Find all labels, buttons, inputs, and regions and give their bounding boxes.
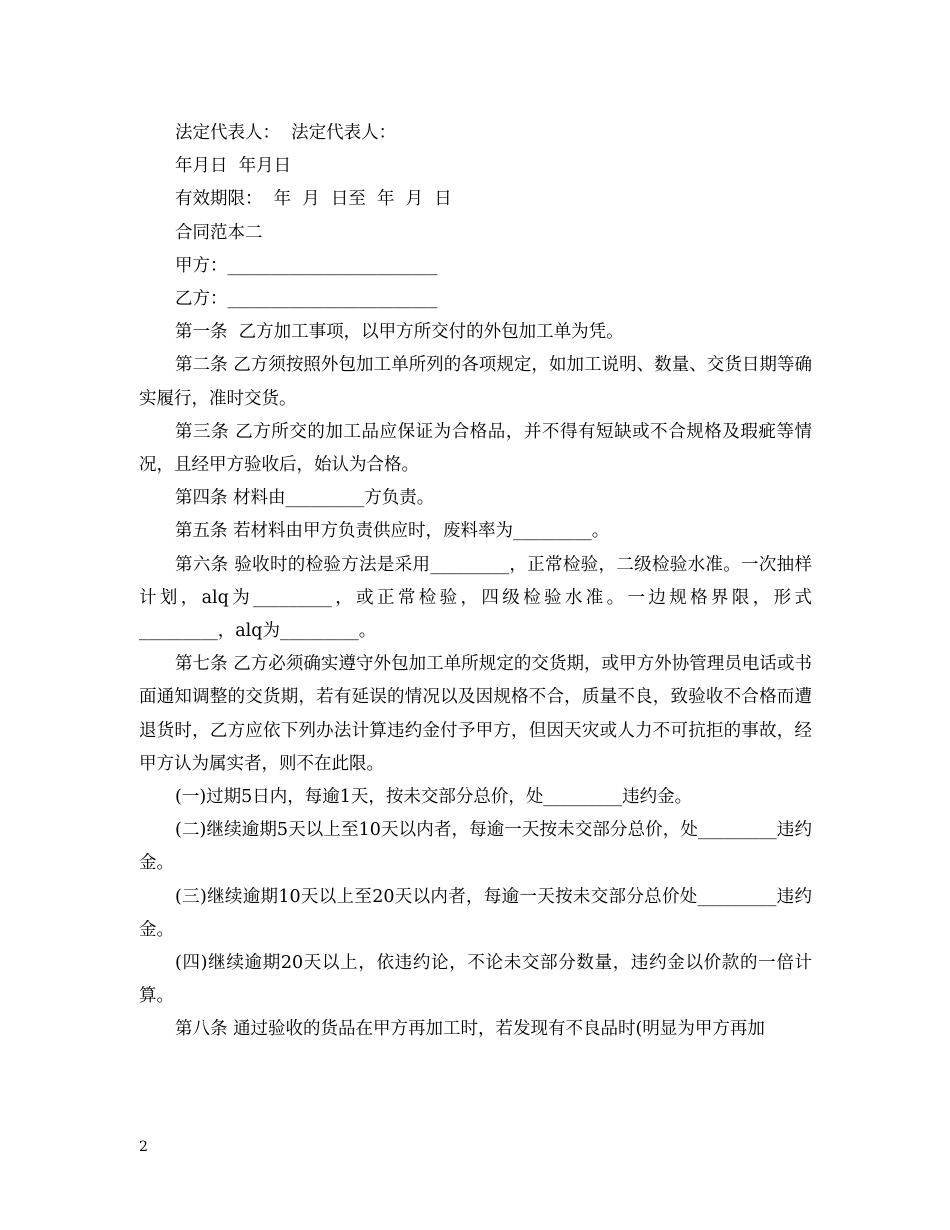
penalty-clause-4: (四)继续逾期20天以上，依违约论，不论未交部分数量，违约金以价款的一倍计算。 bbox=[139, 953, 812, 1007]
article-4: 第四条 材料由_________方负责。 bbox=[175, 488, 435, 509]
signature-line: 法定代表人： 法定代表人： bbox=[175, 123, 397, 143]
article-8: 第八条 通过验收的货品在甲方再加工时，若发现有不良品时(明显为甲方再加 bbox=[175, 1019, 765, 1040]
party-a-line: 甲方：________________________ bbox=[175, 255, 438, 276]
document-body bbox=[139, 117, 812, 1047]
penalty-clause-1: (一)过期5日内，每逾1天，按未交部分总价，处_________违约金。 bbox=[175, 787, 693, 808]
article-7: 第七条 乙方必须确实遵守外包加工单所规定的交货期，或甲方外协管理员电话或书面通知调整的交货期，若有延误的情况以及因规格不合，质量不良，致验收不合格而遭退货时，乙方应依下列办法计算违约金付予甲方，但因天灾或人力不可抗拒的事故，经甲方认为属实者，则不在此限。 bbox=[139, 654, 812, 774]
article-5: 第五条 若材料由甲方负责供应时，废料率为_________。 bbox=[175, 521, 610, 542]
article-6: 第六条 验收时的检验方法是采用_________，正常检验，二级检验水准。一次抽样计划，alq为_________，或正常检验，四级检验水准。一边规格界限，形式_________，alq为_________。 bbox=[139, 554, 812, 642]
penalty-clause-2: (二)继续逾期5天以上至10天以内者，每逾一天按未交部分总价，处_________违约金。 bbox=[139, 820, 812, 874]
article-1: 第一条 乙方加工事项，以甲方所交付的外包加工单为凭。 bbox=[175, 322, 624, 343]
article-2: 第二条 乙方须按照外包加工单所列的各项规定，如加工说明、数量、交货日期等确实履行，准时交货。 bbox=[139, 355, 812, 409]
validity-period-line: 有效期限： 年 月 日至 年 月 日 bbox=[175, 189, 452, 210]
party-b-line: 乙方：________________________ bbox=[175, 289, 438, 310]
page-number: 2 bbox=[139, 1139, 148, 1155]
date-line: 年月日 年月日 bbox=[175, 156, 292, 177]
penalty-clause-3: (三)继续逾期10天以上至20天以内者，每逾一天按未交部分总价处_________违约金。 bbox=[139, 886, 812, 940]
contract-title: 合同范本二 bbox=[175, 222, 263, 243]
article-3: 第三条 乙方所交的加工品应保证为合格品，并不得有短缺或不合规格及瑕疵等情况，且经甲方验收后，始认为合格。 bbox=[139, 421, 812, 476]
